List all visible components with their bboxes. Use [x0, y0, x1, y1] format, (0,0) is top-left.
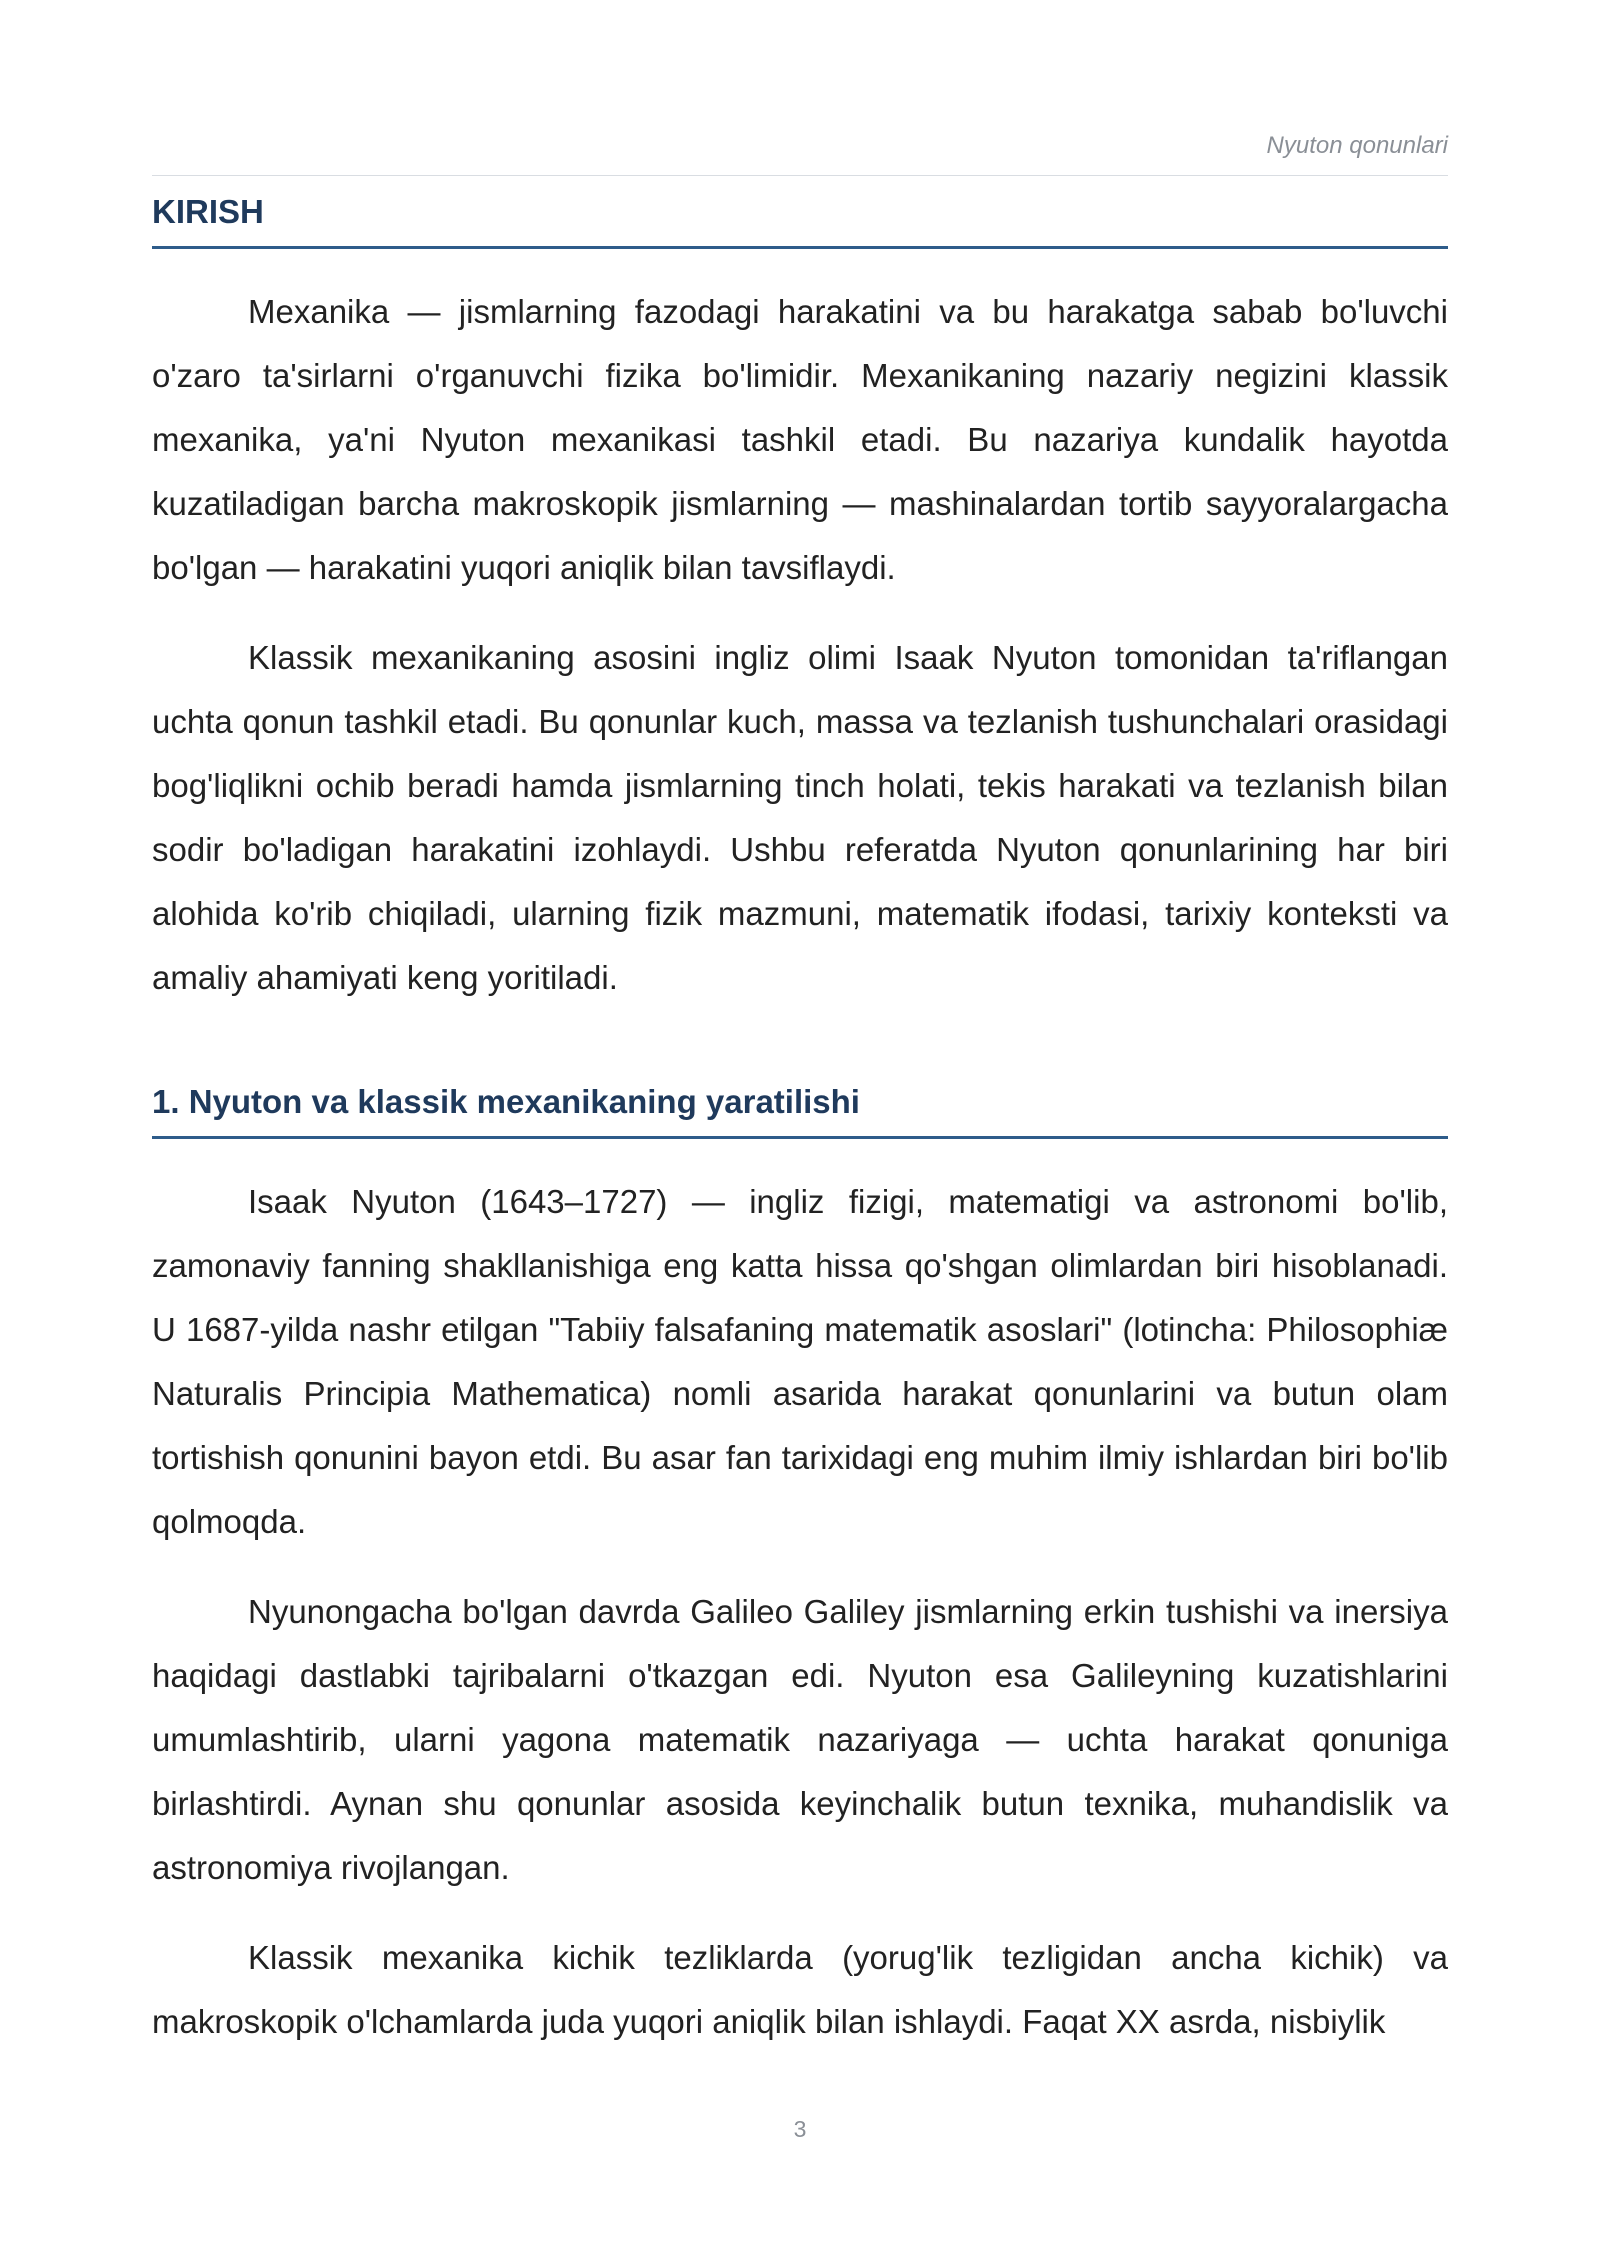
document-page — [152, 0, 1448, 2262]
intro-paragraph: Klassik mexanikaning asosini ingliz olimi Isaak Nyuton tomonidan ta'riflangan uchta qonun tashkil etadi. Bu qonunlar kuch, massa va tezlanish tushunchalari orasidagi bog'liqlikni ochib beradi hamda jismlarning tinch holati, tekis harakati va tezlanish bilan sodir bo'ladigan harakatini izohlaydi. Ushbu referatda Nyuton qonunlarining har biri alohida ko'rib chiqiladi, ularning fizik mazmuni, matematik ifodasi, tarixiy konteksti va amaliy ahamiyati keng yoritiladi. — [152, 639, 1448, 996]
section-1-paragraph: Klassik mexanika kichik tezliklarda (yorug'lik tezligidan ancha kichik) va makroskopik o'lchamlarda juda yuqori aniqlik bilan ishlaydi. Faqat XX asrda, nisbiylik — [152, 1939, 1448, 2040]
intro-paragraph: Mexanika — jismlarning fazodagi harakatini va bu harakatga sabab bo'luvchi o'zaro ta'sirlarni o'rganuvchi fizika bo'limidir. Mexanikaning nazariy negizini klassik mexanika, ya'ni Nyuton mexanikasi tashkil etadi. Bu nazariya kundalik hayotda kuzatiladigan barcha makroskopik jismlarning — mashinalardan tortib sayyoralargacha bo'lgan — harakatini yuqori aniqlik bilan tavsiflaydi. — [152, 293, 1448, 586]
section-1-body — [152, 1170, 1448, 2080]
intro-body — [152, 280, 1448, 1036]
page-number: 3 — [793, 2116, 807, 2142]
section-heading-1: 1. Nyuton va klassik mexanikaning yaratilishi — [152, 1082, 1448, 1139]
section-1-paragraph: Isaak Nyuton (1643–1727) — ingliz fizigi, matematigi va astronomi bo'lib, zamonaviy fanning shakllanishiga eng katta hissa qo'shgan olimlardan biri hisoblanadi. U 1687-yilda nashr etilgan "Tabiiy falsafaning matematik asoslari" (lotincha: Philosophiæ Naturalis Principia Mathematica) nomli asarida harakat qonunlarini va butun olam tortishish qonunini bayon etdi. Bu asar fan tarixidagi eng muhim ilmiy ishlardan biri bo'lib qolmoqda. — [152, 1183, 1448, 1540]
header-divider — [152, 175, 1448, 176]
running-header: Nyuton qonunlari — [1266, 132, 1448, 159]
section-1-paragraph: Nyunongacha bo'lgan davrda Galileo Galiley jismlarning erkin tushishi va inersiya haqidagi dastlabki tajribalarni o'tkazgan edi. Nyuton esa Galileyning kuzatishlarini umumlashtirib, ularni yagona matematik nazariyaga — uchta harakat qonuniga birlashtirdi. Aynan shu qonunlar asosida keyinchalik butun texnika, muhandislik va astronomiya rivojlangan. — [152, 1593, 1448, 1886]
section-heading-kirish: KIRISH — [152, 192, 1448, 249]
